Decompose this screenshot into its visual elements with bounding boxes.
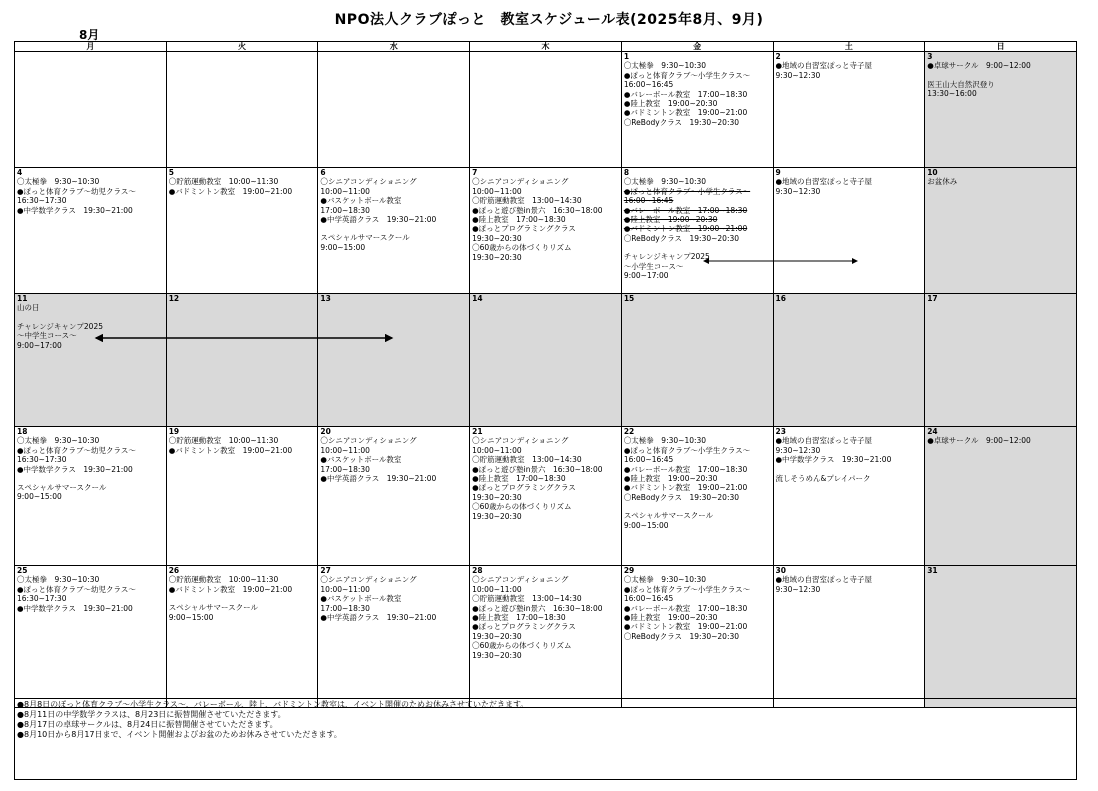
schedule-entry: 〇シニアコンディショニング [320,177,417,187]
schedule-entry: 〇太極拳 9:30~10:30 [17,436,100,446]
day-number: 21 [472,427,483,436]
schedule-entry: 16:30~17:30 [17,455,67,465]
schedule-entry: ●中学英語クラス 19:30~21:00 [320,613,437,623]
schedule-entry: 〇60歳からの体づくりリズム [472,502,572,512]
spacer [320,224,467,233]
schedule-entry: ●ぽっと体育クラブ～幼児クラス～ [17,186,136,196]
day-number: 5 [168,168,174,177]
note-line: ●8月17日の卓球サークルは、8月24日に振替開催させていただきます。 [17,720,278,729]
schedule-entry: 16:30~17:30 [17,196,67,206]
day-number: 26 [168,566,180,575]
schedule-entry: ●バドミントン教室 19:00~21:00 [168,584,293,594]
schedule-entry: ●ぽっと体育クラブ～幼児クラス～ [17,445,136,455]
schedule-entry: 9:00~15:00 [623,520,669,530]
note-line: ●8月11日の中学数学クラスは、8月23日に振替開催させていただきます。 [17,710,286,719]
schedule-entry: 〇60歳からの体づくりリズム [472,243,572,253]
schedule-entry: ●中学数学クラス 19:30~21:00 [775,455,892,465]
schedule-entry: ●バドミントン教室 19:00~21:00 [168,445,293,455]
schedule-entry: 17:00~18:30 [320,464,370,474]
schedule-entry: スペシャルサマースクール [320,233,410,243]
schedule-entry: 〇太極拳 9:30~10:30 [17,177,100,187]
schedule-entry: 〇60歳からの体づくりリズム [472,641,572,651]
schedule-entry: 16:00~16:45 [623,196,674,206]
spacer [17,474,164,483]
day-cell [15,427,167,566]
day-cell [166,566,318,708]
weekday-header: 金 [621,42,773,52]
day-number: 4 [17,168,23,177]
schedule-entry: 19:30~20:30 [472,631,522,641]
schedule-entry: 16:30~17:30 [17,594,67,604]
week-row [15,427,1077,566]
schedule-entry: 〇太極拳 9:30~10:30 [623,436,707,446]
schedule-entry: ●ぽっと体育クラブ～小学生クラス～ [623,70,751,80]
schedule-entry: 〇ReBodyクラス 19:30~20:30 [623,492,740,502]
schedule-entry: 19:30~20:30 [472,650,522,660]
day-cell [15,294,167,427]
day-cell [773,52,925,168]
day-cell [925,427,1077,566]
spacer [776,465,923,474]
day-number: 29 [623,566,635,575]
day-cell [166,294,318,427]
schedule-entry: ●バスケットボール教室 [320,594,402,604]
schedule-entry: 16:00~16:45 [623,594,674,604]
schedule-entry: ●バドミントン教室 19:00~21:00 [168,186,293,196]
day-number: 19 [168,427,180,436]
day-cell [470,168,622,294]
day-number: 24 [927,427,938,436]
schedule-entry: 10:00~11:00 [320,445,370,455]
day-number: 20 [320,427,331,436]
weekday-header-row [15,42,1077,52]
month-label: 8月 [79,28,100,42]
day-number: 23 [775,427,786,436]
schedule-entry: ●ぽっとプログラミングクラス [472,483,576,493]
schedule-entry: 9:00~15:00 [17,492,62,502]
note-line: ●8月10日から8月17日まで、イベント開催およびお盆のためお休みさせていただきます。 [17,730,342,739]
schedule-entry: 19:30~20:30 [472,233,522,243]
schedule-entry: 〇貯筋運動教室 13:00~14:30 [472,196,582,206]
day-cell [621,168,773,294]
schedule-entry: ●中学数学クラス 19:30~21:00 [17,205,133,215]
schedule-entry: 10:00~11:00 [472,186,522,196]
day-cell [621,566,773,708]
day-number: 16 [775,294,786,303]
week-row [15,52,1077,168]
schedule-entry: ●バドミントン教室 19:00~21:00 [623,108,748,118]
note-line: ●8月8日のぽっと体育クラブ～小学生クラス～、バレーボール、陸上、バドミントン教室は、イベント開催のためお休みさせていただきます。 [17,700,529,709]
spacer [927,71,1074,80]
day-number: 30 [775,566,786,575]
day-number: 8 [623,168,630,177]
schedule-entry: 〇太極拳 9:30~10:30 [623,177,707,187]
schedule-entry: 17:00~18:30 [320,603,370,613]
week-row [15,566,1077,708]
schedule-entry: 16:00~16:45 [623,80,674,90]
schedule-entry: ●バスケットボール教室 [320,196,402,206]
schedule-entry: 9:30~12:30 [775,445,821,455]
schedule-entry: 9:00~15:00 [320,242,366,252]
schedule-entry: チャレンジキャンプ2025 [17,321,103,331]
day-cell [470,294,622,427]
schedule-entry: ●中学数学クラス 19:30~21:00 [17,603,133,613]
day-number: 28 [472,566,483,575]
schedule-entry: 16:00~16:45 [623,455,674,465]
weekday-header: 日 [925,42,1077,52]
day-number: 31 [927,566,938,575]
schedule-entry: 13:30~16:00 [927,89,977,99]
spacer [17,313,164,322]
week-row [15,294,1077,427]
schedule-entry: 19:30~20:30 [472,511,522,521]
day-cell [318,294,470,427]
schedule-entry: 〇太極拳 9:30~10:30 [17,575,100,585]
schedule-entry: 山の日 [17,303,40,313]
schedule-entry: 19:30~20:30 [472,252,522,262]
day-number: 27 [320,566,331,575]
schedule-entry: ●ぽっとプログラミングクラス [472,224,576,234]
schedule-entry: ●地域の自習室ぽっと寺子屋 [775,177,873,187]
schedule-entry: ●陸上教室 17:00~18:30 [472,613,566,623]
day-number: 12 [168,294,180,303]
day-cell [318,168,470,294]
day-cell [166,168,318,294]
schedule-entry: 〇貯筋運動教室 10:00~11:30 [168,575,279,585]
schedule-entry: ●卓球サークル 9:00~12:00 [927,61,1031,71]
weekday-header: 木 [470,42,622,52]
schedule-entry: 〇ReBodyクラス 19:30~20:30 [623,117,740,127]
schedule-entry: 〇貯筋運動教室 10:00~11:30 [168,436,279,446]
weekday-header: 水 [318,42,470,52]
schedule-entry: 〇太極拳 9:30~10:30 [623,61,707,71]
schedule-entry: 〇シニアコンディショニング [320,575,417,585]
schedule-entry: 〇ReBodyクラス 19:30~20:30 [623,233,740,243]
schedule-entry: 19:30~20:30 [472,492,522,502]
day-cell [470,52,622,168]
day-number: 9 [775,168,781,177]
day-cell [470,427,622,566]
schedule-entry: 〇シニアコンディショニング [320,436,417,446]
schedule-entry: ●中学英語クラス 19:30~21:00 [320,215,437,225]
day-number: 18 [17,427,28,436]
day-number: 7 [472,168,478,177]
day-cell [925,168,1077,294]
weekday-header: 月 [15,42,167,52]
schedule-entry: ●陸上教室 19:00~20:30 [623,215,718,225]
schedule-entry: ●中学英語クラス 19:30~21:00 [320,474,437,484]
schedule-entry: 〇シニアコンディショニング [472,177,569,187]
schedule-entry: ●陸上教室 19:00~20:30 [623,613,718,623]
schedule-entry: 9:00~17:00 [623,271,669,281]
schedule-entry: ●陸上教室 17:00~18:30 [472,215,566,225]
schedule-entry: ●陸上教室 19:00~20:30 [623,474,718,484]
schedule-entry: ～中学生コース～ [17,331,77,341]
schedule-entry: 9:00~15:00 [168,612,214,622]
schedule-entry: ●バレーボール教室 17:00~18:30 [623,205,748,215]
day-number: 14 [472,294,483,303]
schedule-entry: ●ぽっと遊び塾in景六 16:30~18:00 [472,464,603,474]
day-number: 3 [927,52,933,61]
schedule-entry: スペシャルサマースクール [623,511,714,521]
spacer [169,594,316,603]
day-cell [925,566,1077,708]
schedule-entry: ●中学数学クラス 19:30~21:00 [17,464,133,474]
schedule-entry: ●ぽっと遊び塾in景六 16:30~18:00 [472,205,603,215]
schedule-entry: ●ぽっと体育クラブ～幼児クラス～ [17,584,136,594]
schedule-entry: ●地域の自習室ぽっと寺子屋 [775,436,873,446]
schedule-entry: 医王山大自然沢登り [927,79,995,89]
day-cell [318,52,470,168]
schedule-entry: ●陸上教室 17:00~18:30 [472,474,566,484]
day-cell [15,168,167,294]
schedule-entry: 〇シニアコンディショニング [472,436,569,446]
schedule-entry: ●ぽっと体育クラブ～小学生クラス～ [623,186,751,196]
schedule-entry: ●ぽっと体育クラブ～小学生クラス～ [623,584,751,594]
day-cell [318,566,470,708]
schedule-entry: ●ぽっと遊び塾in景六 16:30~18:00 [472,603,603,613]
schedule-entry: 流しそうめん&プレイパーク [775,473,871,483]
schedule-entry: 9:30~12:30 [775,584,821,594]
day-number: 22 [623,427,635,436]
day-cell [15,566,167,708]
day-cell [773,168,925,294]
schedule-entry: ●ぽっとプログラミングクラス [472,622,576,632]
schedule-entry: 〇シニアコンディショニング [472,575,569,585]
day-cell [621,294,773,427]
day-cell [166,427,318,566]
day-cell [15,52,167,168]
day-cell [470,566,622,708]
schedule-entry: 〇貯筋運動教室 10:00~11:30 [168,177,279,187]
schedule-entry: ●卓球サークル 9:00~12:00 [927,436,1031,446]
spacer [624,502,771,511]
schedule-entry: 〇ReBodyクラス 19:30~20:30 [623,631,740,641]
schedule-entry: ●バドミントン教室 19:00~21:00 [623,622,748,632]
schedule-entry: ●バレーボール教室 17:00~18:30 [623,89,748,99]
schedule-entry: ●バレーボール教室 17:00~18:30 [623,464,748,474]
schedule-entry: ●バスケットボール教室 [320,455,402,465]
calendar-body [15,52,1077,708]
schedule-entry: 〇貯筋運動教室 13:00~14:30 [472,594,582,604]
weekday-header: 土 [773,42,925,52]
day-cell [318,427,470,566]
day-number: 17 [927,294,938,303]
schedule-entry: お盆休み [927,177,958,187]
week-row [15,168,1077,294]
day-cell [621,52,773,168]
day-number: 25 [17,566,28,575]
page-title: NPO法人クラブぽっと 教室スケジュール表(2025年8月、9月) [334,12,764,28]
calendar-table [14,41,1077,708]
day-number: 1 [623,52,630,61]
day-number: 11 [17,294,28,303]
schedule-entry: ●バドミントン教室 19:00~21:00 [623,224,748,234]
schedule-entry: 10:00~11:00 [320,584,370,594]
day-cell [925,52,1077,168]
weekday-header: 火 [166,42,318,52]
schedule-entry: 9:30~12:30 [775,70,821,80]
schedule-entry: スペシャルサマースクール [17,483,107,493]
schedule-entry: スペシャルサマースクール [168,603,259,613]
day-number: 13 [320,294,331,303]
day-number: 10 [927,168,938,177]
schedule-entry: 〇太極拳 9:30~10:30 [623,575,707,585]
schedule-entry: ●地域の自習室ぽっと寺子屋 [775,61,873,71]
schedule-entry: ●ぽっと体育クラブ～小学生クラス～ [623,445,751,455]
spacer [624,243,771,252]
schedule-entry: ～小学生コース～ [623,261,684,271]
notes-box [14,698,1077,780]
day-cell [773,294,925,427]
schedule-entry: ●陸上教室 19:00~20:30 [623,99,718,109]
schedule-entry: 9:30~12:30 [775,186,821,196]
schedule-entry: ●バドミントン教室 19:00~21:00 [623,483,748,493]
day-cell [773,427,925,566]
schedule-entry: 10:00~11:00 [320,186,370,196]
day-number: 6 [320,168,326,177]
schedule-entry: ●地域の自習室ぽっと寺子屋 [775,575,873,585]
day-cell [773,566,925,708]
day-cell [621,427,773,566]
schedule-entry: 17:00~18:30 [320,205,370,215]
day-cell [925,294,1077,427]
schedule-entry: 〇貯筋運動教室 13:00~14:30 [472,455,582,465]
schedule-entry: チャレンジキャンプ2025 [623,252,710,262]
schedule-entry: ●バレーボール教室 17:00~18:30 [623,603,748,613]
schedule-entry: 10:00~11:00 [472,445,522,455]
schedule-entry: 9:00~17:00 [17,340,62,350]
day-number: 2 [775,52,781,61]
day-number: 15 [623,294,635,303]
schedule-entry: 10:00~11:00 [472,584,522,594]
day-cell [166,52,318,168]
